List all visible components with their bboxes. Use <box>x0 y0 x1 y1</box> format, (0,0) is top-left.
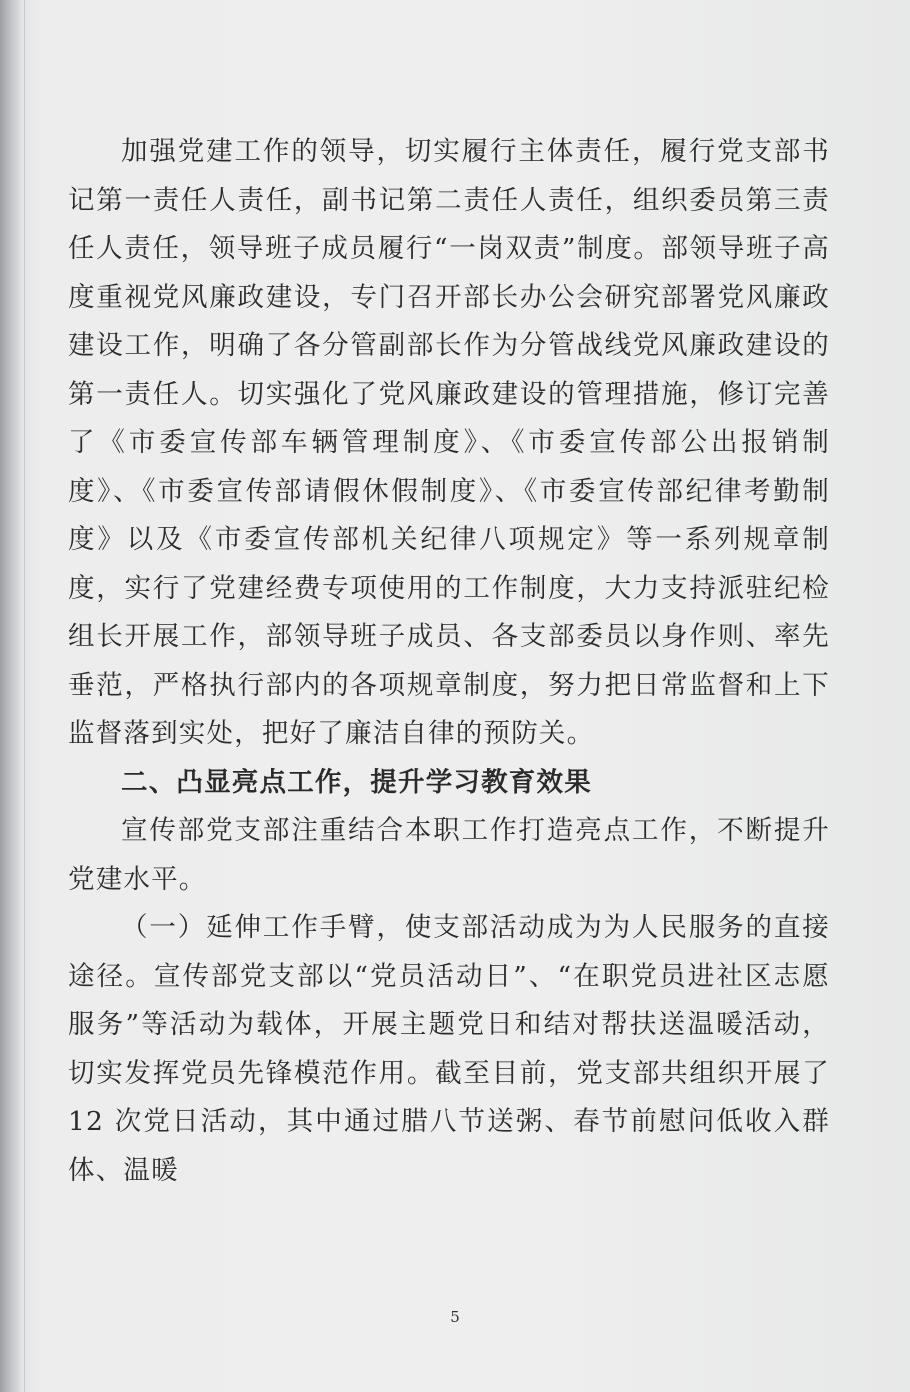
page-number: 5 <box>450 1308 460 1326</box>
body-text <box>68 128 830 1195</box>
book-binding <box>0 0 22 1392</box>
paragraph-subsection-1: （一）延伸工作手臂，使支部活动成为为人民服务的直接途径。宣传部党支部以“党员活动日”、“在职党员进社区志愿服务”等活动为载体，开展主题党日和结对帮扶送温暖活动，切实发挥党员先锋模范作用。截至目前，党支部共组织开展了 12 次党日活动，其中通过腊八节送粥、春节前慰问低收入群体、温暖 <box>68 912 830 1186</box>
section-heading: 二、凸显亮点工作，提升学习教育效果 <box>121 766 592 798</box>
paragraph-party-building: 加强党建工作的领导，切实履行主体责任，履行党支部书记第一责任人责任，副书记第二责任人责任，组织委员第三责任人责任，领导班子成员履行“一岗双责”制度。部领导班子高度重视党风廉政建设，专门召开部长办公会研究部署党风廉政建设工作，明确了各分管副部长作为分管战线党风廉政建设的第一责任人。切实强化了党风廉政建设的管理措施，修订完善了《市委宣传部车辆管理制度》、《市委宣传部公出报销制度》、《市委宣传部请假休假制度》、《市委宣传部纪律考勤制度》以及《市委宣传部机关纪律八项规定》等一系列规章制度，实行了党建经费专项使用的工作制度，大力支持派驻纪检组长开展工作，部领导班子成员、各支部委员以身作则、率先垂范，严格执行部内的各项规章制度，努力把日常监督和上下监督落到实处，把好了廉洁自律的预防关。 <box>68 136 830 749</box>
paragraph-intro: 宣传部党支部注重结合本职工作打造亮点工作，不断提升党建水平。 <box>68 815 830 895</box>
page-edge <box>24 0 25 1392</box>
